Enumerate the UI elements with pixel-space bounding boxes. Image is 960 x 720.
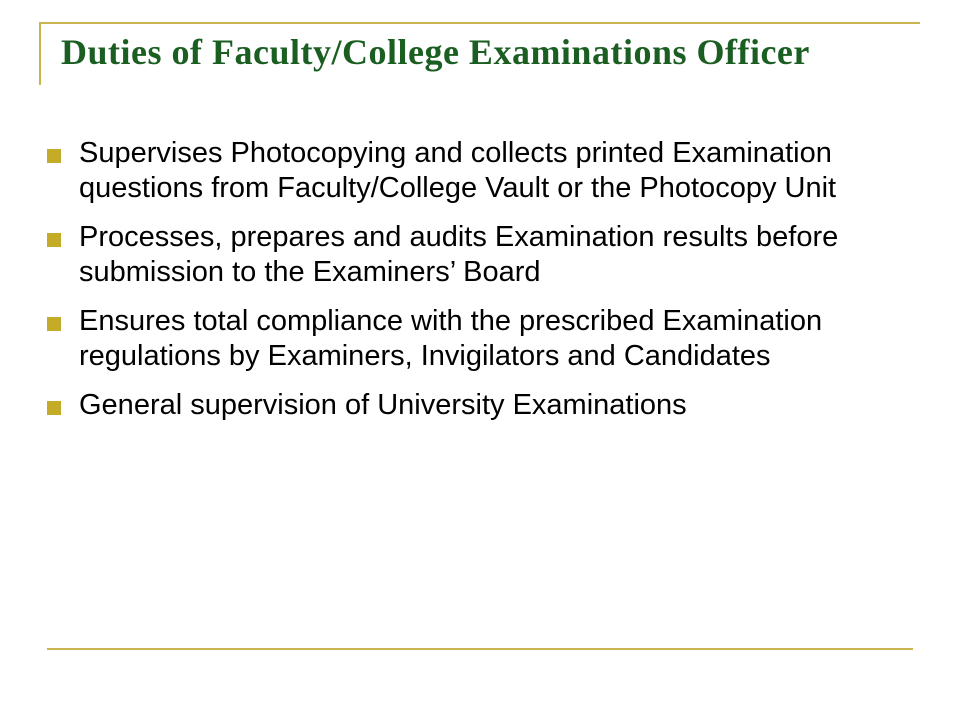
slide-title: Duties of Faculty/College Examinations Officer <box>61 32 810 72</box>
bullet-text: Supervises Photocopying and collects printed Examination questions from Faculty/College Vault or the Photocopy Unit <box>79 137 837 204</box>
square-bullet-icon <box>47 149 61 163</box>
square-bullet-icon <box>47 233 61 247</box>
bullet-text: Ensures total compliance with the prescribed Examination regulations by Examiners, Invigilators and Candidates <box>79 305 823 372</box>
square-bullet-icon <box>47 401 61 415</box>
bottom-rule <box>47 648 913 650</box>
bullet-item <box>0 220 919 289</box>
bullet-item <box>0 304 919 373</box>
bullet-list <box>0 136 960 438</box>
bullet-item <box>0 136 919 205</box>
bullet-text: General supervision of University Examinations <box>79 389 687 421</box>
top-rule <box>39 22 920 24</box>
bullet-item <box>0 388 919 423</box>
bullet-text: Processes, prepares and audits Examination results before submission to the Examiners’ Board <box>79 221 839 288</box>
left-rule <box>39 22 41 85</box>
square-bullet-icon <box>47 317 61 331</box>
